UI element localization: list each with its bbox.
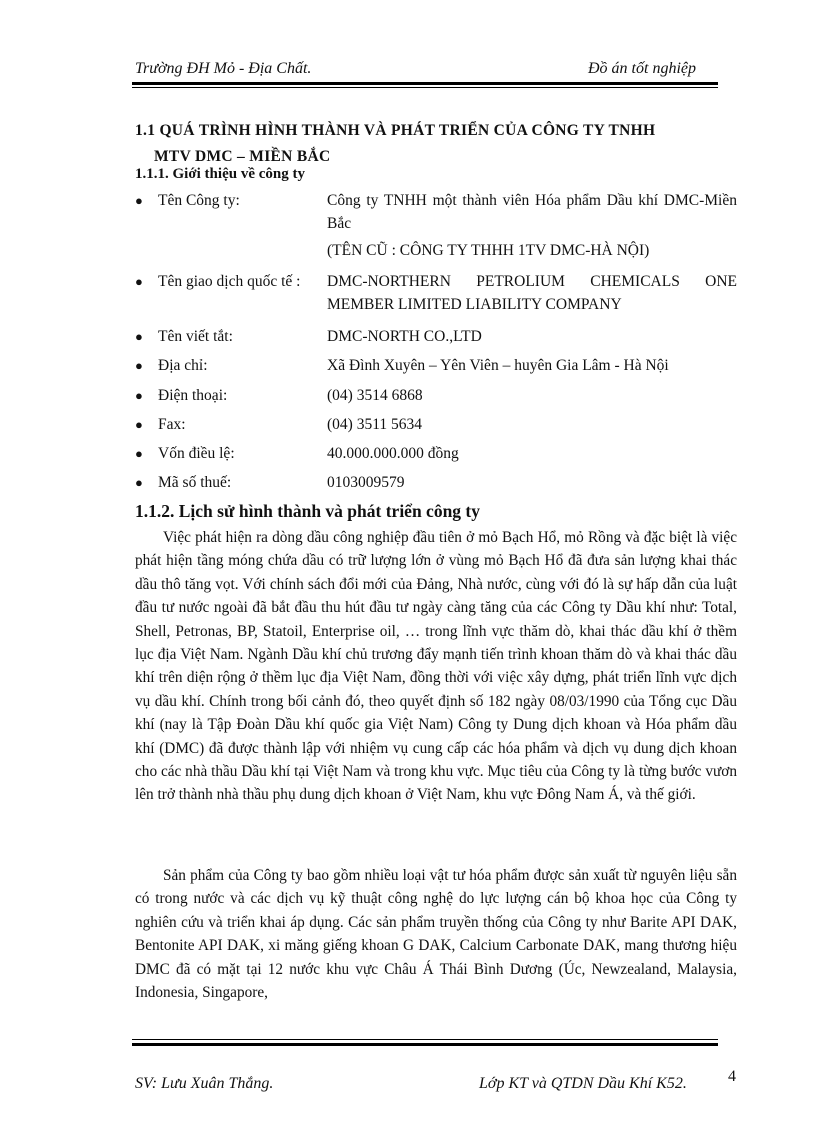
info-value: Xã Đình Xuyên – Yên Viên – huyên Gia Lâm - Hà Nội bbox=[327, 357, 669, 374]
bullet-icon: ● bbox=[135, 475, 143, 490]
subsection-111-heading: 1.1.1. Giới thiệu về công ty bbox=[135, 166, 305, 182]
header-doc-type: Đồ án tốt nghiệp bbox=[588, 60, 696, 77]
header-rule-thick bbox=[132, 82, 718, 85]
info-value-extra: (TÊN CŨ : CÔNG TY THHH 1TV DMC-HÀ NỘI) bbox=[327, 242, 650, 259]
info-value: (04) 3514 6868 bbox=[327, 387, 423, 404]
info-label: Mã số thuế: bbox=[158, 474, 232, 491]
section-title-line1: 1.1 QUÁ TRÌNH HÌNH THÀNH VÀ PHÁT TRIỂN CỦA CÔNG TY TNHH bbox=[135, 122, 656, 139]
section-title-line2: MTV DMC – MIỀN BẮC bbox=[154, 148, 331, 165]
info-value: 0103009579 bbox=[327, 474, 405, 491]
bullet-icon: ● bbox=[135, 358, 143, 373]
footer-rule-thin bbox=[132, 1039, 718, 1040]
footer-student: SV: Lưu Xuân Thắng. bbox=[135, 1075, 274, 1092]
bullet-icon: ● bbox=[135, 274, 143, 289]
info-label: Tên viết tắt: bbox=[158, 328, 233, 345]
bullet-icon: ● bbox=[135, 329, 143, 344]
header-rule-thin bbox=[132, 87, 718, 88]
info-label: Điện thoại: bbox=[158, 387, 228, 404]
section-title bbox=[135, 118, 735, 170]
info-label: Fax: bbox=[158, 416, 186, 433]
header-school: Trường ĐH Mỏ - Địa Chất. bbox=[135, 60, 312, 77]
page-number: 4 bbox=[728, 1068, 736, 1085]
history-paragraph-2: Sản phẩm của Công ty bao gồm nhiều loại vật tư hóa phẩm được sản xuất từ nguyên liệu sẵn có trong nước và các dịch vụ kỹ thuật công nghệ do lực lượng cán bộ khoa học của Công ty nghiên cứu và triển khai áp dụng. Các sản phẩm truyền thống của Công ty như Barite API DAK, Bentonite API DAK, xi măng giếng khoan G DAK, Calcium Carbonate DAK, mang thương hiệu DMC đã có mặt tại 12 nước khu vực Châu Á Thái Bình Dương (Úc, Newzealand, Malaysia, Indonesia, Singapore, bbox=[135, 867, 737, 1002]
info-value: 40.000.000.000 đồng bbox=[327, 445, 459, 462]
bullet-icon: ● bbox=[135, 388, 143, 403]
bullet-icon: ● bbox=[135, 193, 143, 208]
info-label: Vốn điều lệ: bbox=[158, 445, 235, 462]
info-value: Công ty TNHH một thành viên Hóa phẩm Dầu khí DMC-Miền Bắc (TÊN CŨ : CÔNG TY THHH 1TV DMC-HÀ NỘI) bbox=[327, 189, 737, 262]
bullet-icon: ● bbox=[135, 417, 143, 432]
info-value: DMC-NORTHERN PETROLIUM CHEMICALS ONE MEMBER LIMITED LIABILITY COMPANY bbox=[327, 273, 737, 313]
footer-rule-thick bbox=[132, 1043, 718, 1046]
history-paragraph-1: Việc phát hiện ra dòng dầu công nghiệp đầu tiên ở mỏ Bạch Hổ, mỏ Rồng và đặc biệt là việc phát hiện tầng móng chứa dầu có trữ lượng lớn ở vùng mỏ Bạch Hổ đã đưa sản lượng khai thác dầu thô tăng vọt. Với chính sách đổi mới của Đảng, Nhà nước, cùng với đó là sự hấp dẫn của luật đầu tư nước ngoài đã bắt đầu thu hút đầu tư ngày càng tăng của các Công ty Dầu khí như: Total, Shell, Petronas, BP, Statoil, Enterprise oil, … trong lĩnh vực thăm dò, khai thác dầu khí ở thềm lục địa Việt Nam. Ngành Dầu khí chủ trương đẩy mạnh tiến trình khoan thăm dò và khai thác dầu khí trên diện rộng ở thềm lục địa Việt Nam, đồng thời với việc xây dựng, phát triển lĩnh vực dịch vụ dầu khí. Chính trong bối cảnh đó, theo quyết định số 182 ngày 08/03/1990 của Tổng cục Dầu khí (nay là Tập Đoàn Dầu khí quốc gia Việt Nam) Công ty Dung dịch khoan và Hóa phẩm dầu khí (DMC) đã được thành lập với nhiệm vụ cung cấp các hóa phẩm và dịch vụ dung dịch khoan cho các nhà thầu Dầu khí tại Việt Nam và trong khu vực. Mục tiêu của Công ty là từng bước vươn lên trở thành nhà thầu phụ dung dịch khoan ở Việt Nam, khu vực Đông Nam Á, và thế giới. bbox=[135, 529, 737, 804]
info-label: Địa chỉ: bbox=[158, 357, 208, 374]
bullet-icon: ● bbox=[135, 446, 143, 461]
info-value: (04) 3511 5634 bbox=[327, 416, 422, 433]
subsection-112-heading: 1.1.2. Lịch sử hình thành và phát triển công ty bbox=[135, 501, 481, 521]
info-label: Tên giao dịch quốc tế : bbox=[158, 273, 301, 290]
info-label: Tên Công ty: bbox=[158, 192, 240, 209]
footer-class: Lớp KT và QTDN Dầu Khí K52. bbox=[479, 1075, 687, 1092]
info-value: DMC-NORTH CO.,LTD bbox=[327, 328, 482, 345]
